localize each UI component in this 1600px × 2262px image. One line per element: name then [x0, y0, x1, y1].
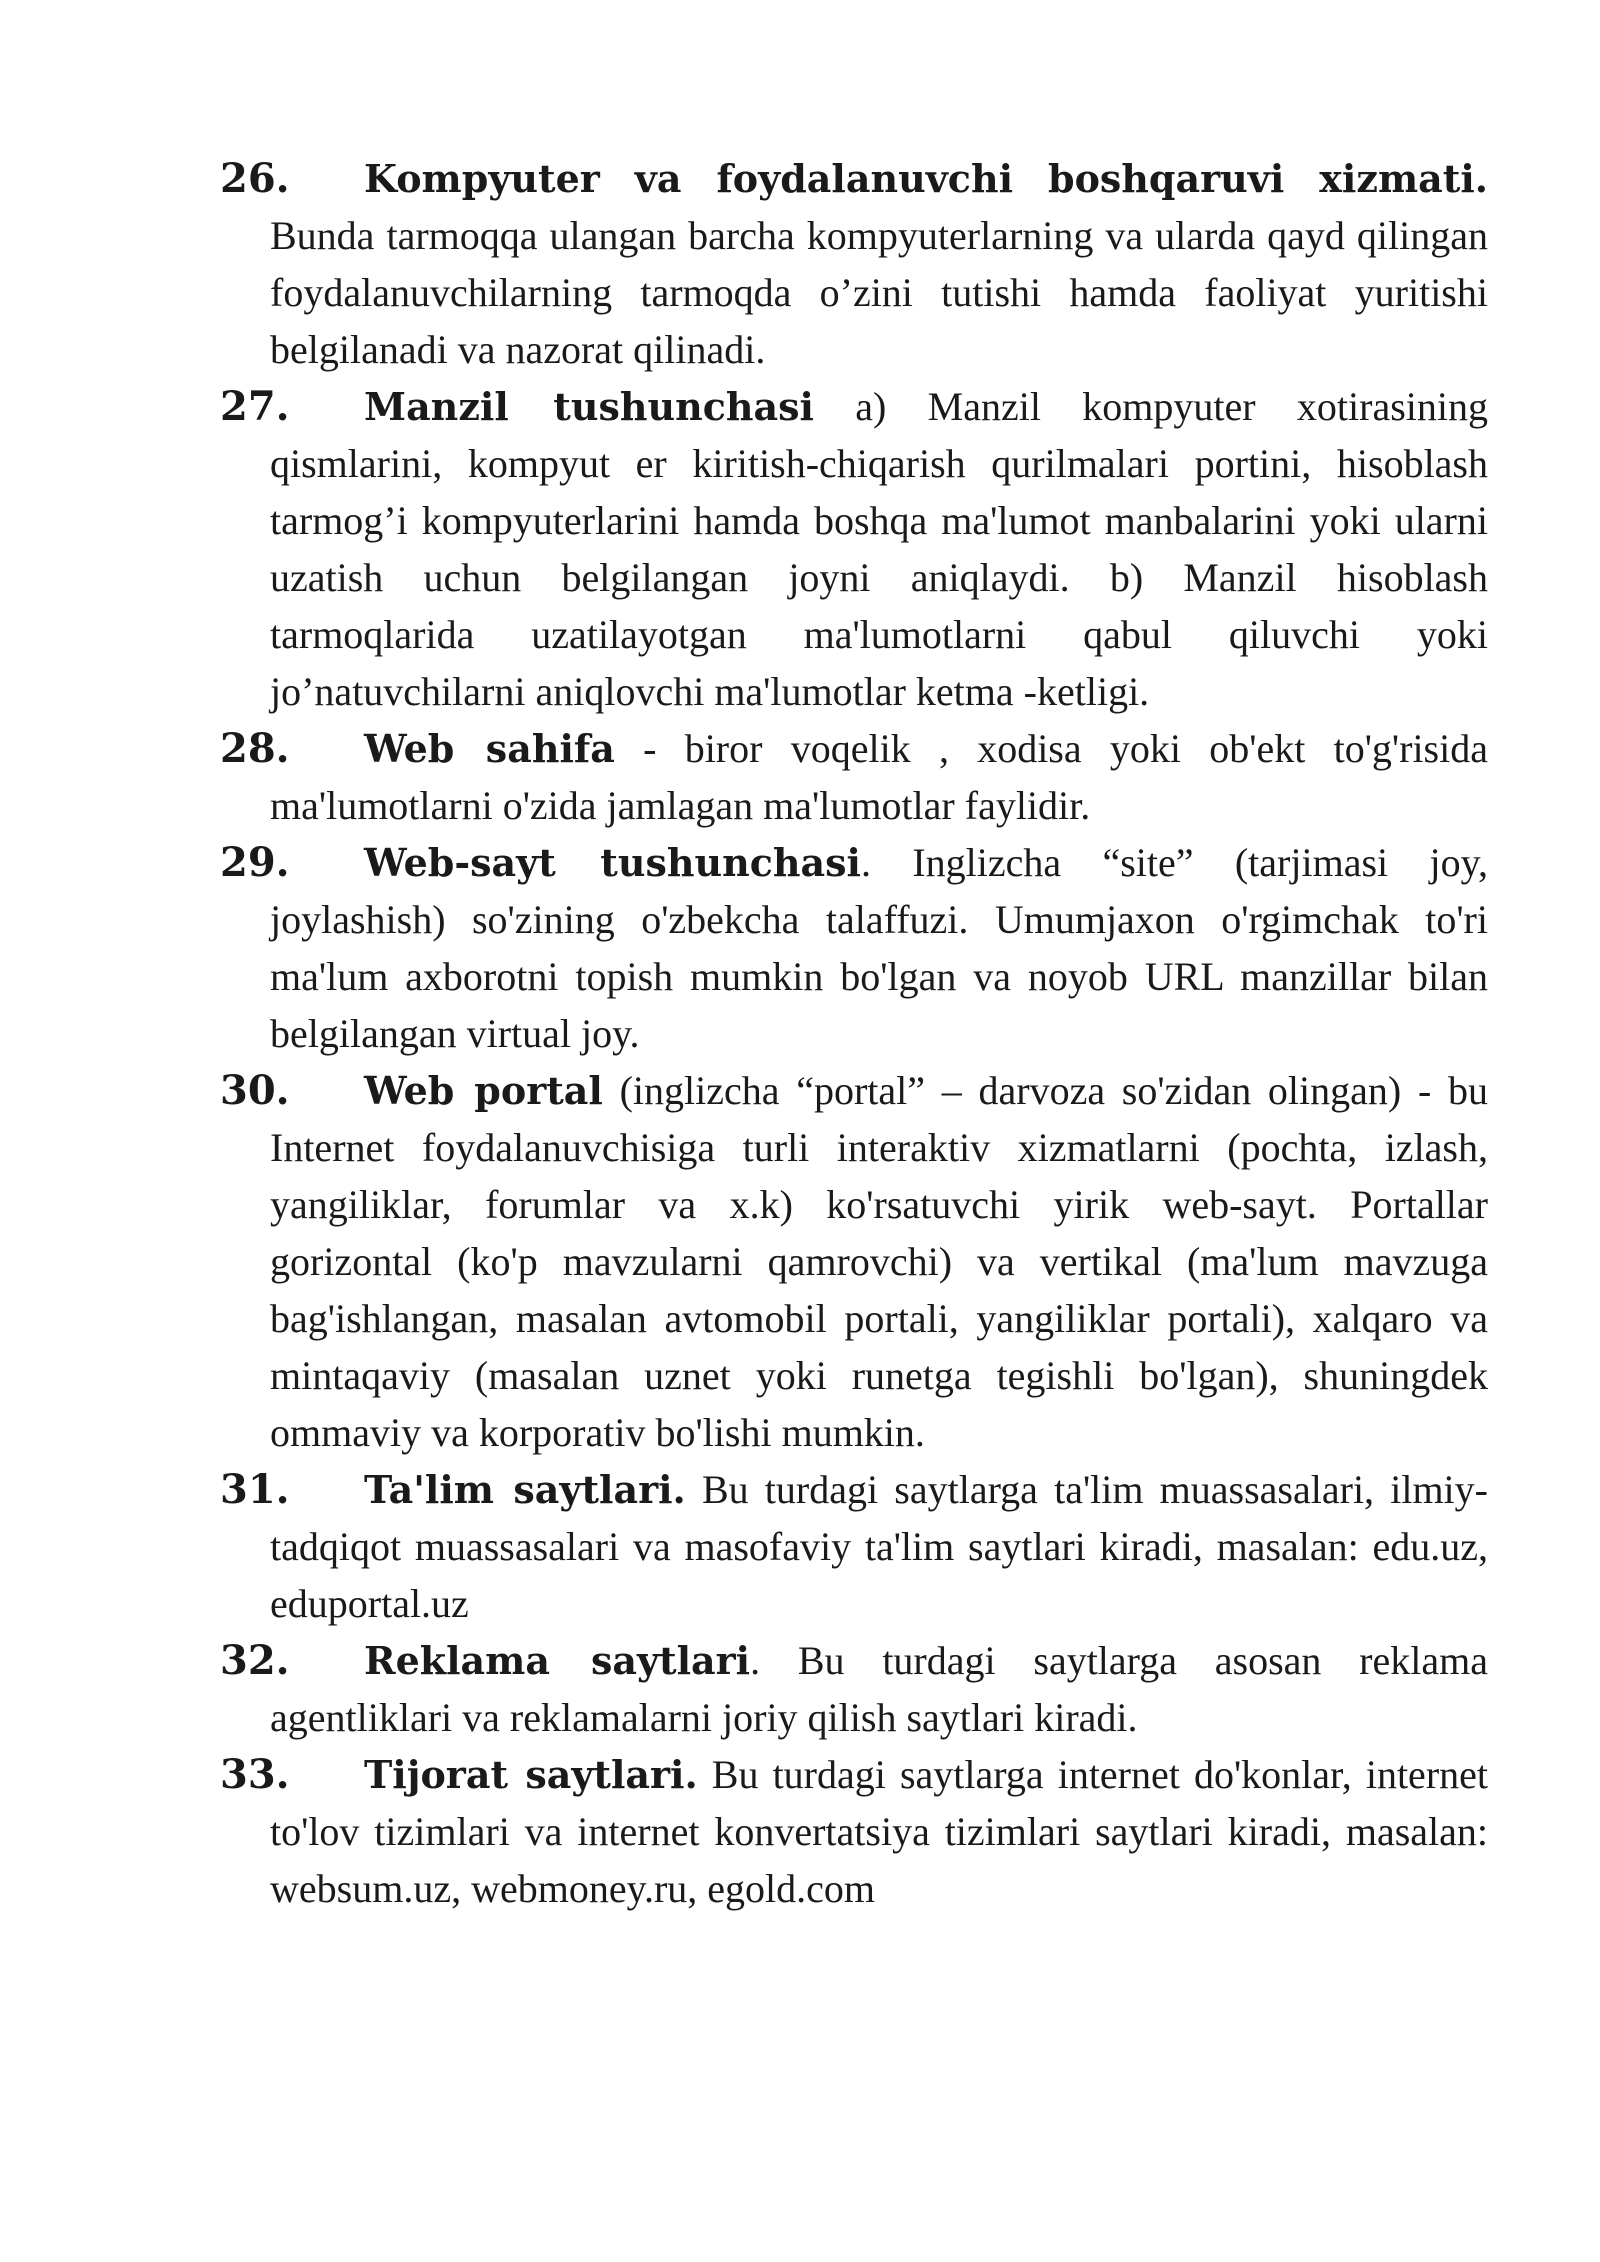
entry-term: Web sahifa — [364, 726, 615, 771]
entry-text: Bu turdagi saytlarga ta'lim muassasalari, ilmiy-tadqiqot muassasalari va masofaviy ta'lim saytlari kiradi, masalan: edu.uz, eduportal.uz — [270, 1467, 1488, 1626]
entry-number: 32. — [220, 1637, 290, 1684]
glossary-entry-33 — [220, 1746, 1488, 1917]
entry-term: Web-sayt tushunchasi — [364, 840, 861, 885]
entry-text: Bu turdagi saytlarga internet do'konlar, internet to'lov tizimlari va internet konvertatsiya tizimlari saytlari kiradi, masalan: websum.uz, webmoney.ru, egold.com — [270, 1752, 1489, 1911]
entry-term: Kompyuter va foydalanuvchi boshqaruvi xizmati. — [364, 156, 1488, 201]
glossary-entry-26 — [220, 150, 1488, 378]
entry-term: Ta'lim saytlari. — [364, 1467, 686, 1512]
glossary-entry-31 — [220, 1461, 1488, 1632]
entry-term: Tijorat saytlari. — [364, 1752, 698, 1797]
glossary-entry-28 — [220, 720, 1488, 834]
entry-text: (inglizcha “portal” – darvoza so'zidan olingan) - bu Internet foydalanuvchisiga turli interaktiv xizmatlarni (pochta, izlash, yangiliklar, forumlar va x.k) ko'rsatuvchi yirik web-sayt. Portallar gorizontal (ko'p mavzularni qamrovchi) va vertikal (ma'lum mavzuga bag'ishlangan, masalan avtomobil portali, yangiliklar portali), xalqaro va mintaqaviy (masalan uznet yoki runetga tegishli bo'lgan), shuningdek ommaviy va korporativ bo'lishi mumkin. — [270, 1068, 1489, 1455]
glossary-entry-30 — [220, 1062, 1488, 1461]
glossary-list — [220, 150, 1488, 1917]
entry-number: 27. — [220, 383, 290, 430]
entry-text: Bunda tarmoqqa ulangan barcha kompyuterlarning va ularda qayd qilingan foydalanuvchilarning tarmoqda o’zini tutishi hamda faoliyat yuritishi belgilanadi va nazorat qilinadi. — [270, 213, 1488, 372]
entry-text: - biror voqelik , xodisa yoki ob'ekt to'g'risida ma'lumotlarni o'zida jamlagan ma'lumotlar faylidir. — [270, 726, 1488, 828]
entry-term: Web portal — [364, 1068, 603, 1113]
entry-term: Manzil tushunchasi — [364, 384, 814, 429]
glossary-entry-27 — [220, 378, 1488, 720]
entry-text: . Inglizcha “site” (tarjimasi joy, joylashish) so'zining o'zbekcha talaffuzi. Umumjaxon o'rgimchak to'ri ma'lum axborotni topish mumkin bo'lgan va noyob URL manzillar bilan belgilangan virtual joy. — [270, 840, 1488, 1056]
glossary-entry-29 — [220, 834, 1488, 1062]
entry-term: Reklama saytlari — [364, 1638, 751, 1683]
glossary-entry-32 — [220, 1632, 1488, 1746]
entry-text: a) Manzil kompyuter xotirasining qismlarini, kompyut er kiritish-chiqarish qurilmalari portini, hisoblash tarmog’i kompyuterlarini hamda boshqa ma'lumot manbalarini yoki ularni uzatish uchun belgilangan joyni aniqlaydi. b) Manzil hisoblash tarmoqlarida uzatilayotgan ma'lumotlarni qabul qiluvchi yoki jo’natuvchilarni aniqlovchi ma'lumotlar ketma -ketligi. — [270, 384, 1488, 714]
entry-number: 30. — [220, 1067, 290, 1114]
entry-number: 31. — [220, 1466, 290, 1513]
entry-number: 29. — [220, 839, 290, 886]
entry-number: 26. — [220, 155, 290, 202]
entry-number: 33. — [220, 1751, 290, 1798]
entry-number: 28. — [220, 725, 290, 772]
entry-text: . Bu turdagi saytlarga asosan reklama agentliklari va reklamalarni joriy qilish saytlari kiradi. — [270, 1638, 1488, 1740]
